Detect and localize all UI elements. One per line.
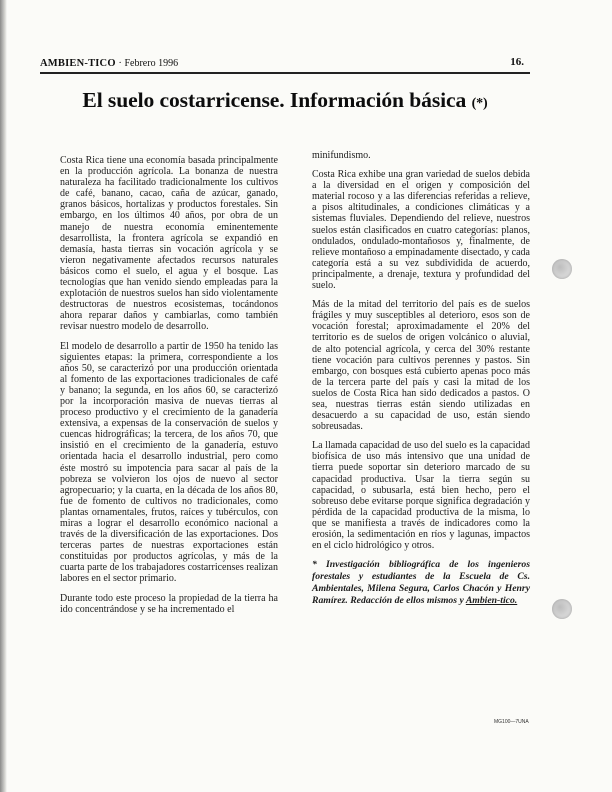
paragraph: minifundismo. bbox=[312, 150, 371, 161]
page-number: 16. bbox=[510, 56, 524, 68]
author-footnote bbox=[312, 559, 530, 607]
running-header bbox=[40, 58, 524, 72]
footer-code: MG100—7UNA bbox=[494, 719, 529, 725]
header-left bbox=[40, 58, 178, 69]
title-footnote-mark: (*) bbox=[471, 96, 488, 111]
binder-hole bbox=[552, 599, 572, 619]
paragraph: Más de la mitad del territorio del país es de suelos frágiles y muy susceptibles al deterioro, esos son de vocación forestal; aproximadamente el 20% del territorio es de suelos de origen volcánico o aluvial, de alto potencial agrícola, y cerca del 30% restante tiene vocación para cultivos perennes y pastos. Sin embargo, con bosques está cubierto apenas poco más de la tercera parte del país y casi la mitad de los suelos de Costa Rica han sido dedicados a pastos. O sea, nuestras tierras están siendo utilizadas en desacuerdo a su capacidad de uso, están siendo sobreusadas. bbox=[312, 299, 530, 433]
article-title bbox=[40, 88, 530, 113]
left-column bbox=[60, 155, 278, 623]
paragraph: Durante todo este proceso la propiedad de la tierra ha ido concentrándose y se ha incrementado el bbox=[60, 592, 278, 615]
footnote-underlined: Ambien-tico. bbox=[465, 595, 518, 607]
article-title-text: El suelo costarricense. Información básica bbox=[82, 88, 467, 112]
footnote-text: * Investigación bibliográfica de los ingenieros forestales y estudiantes de la Escuela de Cs. Ambientales, Milena Segura, Carlos Chacón y Henry Ramírez. Redacción de ellos mismos y bbox=[312, 559, 530, 607]
paragraph: Costa Rica exhibe una gran variedad de suelos debida a la diversidad en el origen y composición del material rocoso y a las diferencias referidas a relieve, a pisos altitudinales, a condiciones climáticas y a sistemas fluviales. Dependiendo del relieve, nuestros suelos están clasificados en cuatro categorías: planos, ondulados, ondulado-montañosos y, finalmente, de relieve montañoso a empinadamente disectado, y cada categoría está a su vez subdividida de acuerdo, principalmente, a drenaje, textura y profundidad del suelo. bbox=[312, 169, 530, 292]
binder-hole bbox=[552, 259, 572, 279]
header-separator: · bbox=[118, 58, 122, 69]
publication-name: AMBIEN-TICO bbox=[40, 58, 116, 69]
issue-date: Febrero 1996 bbox=[124, 58, 179, 69]
page-edge-shadow bbox=[0, 0, 7, 792]
paragraph: Costa Rica tiene una economía basada principalmente en la producción agrícola. La bonanza de nuestra naturaleza ha facilitado tradicionalmente los cultivos de café, banano, cacao, caña de azúcar, ganado, granos básicos, hortalizas y productos forestales. Sin embargo, en los últimos 40 años, por obra de un manejo de nuestra economía eminentemente desarrollista, la frontera agrícola se expandió en demasía, hasta tierras sin vocación agrícola y se vieron negativamente afectados recursos naturales básicos como el suelo, el agua y el bosque. Las tecnologías que han venido siendo empleadas para la explotación de nuestros suelos han sido violentamente destructoras de nuestros ecosistemas, tocándonos ahora reparar daños y cambiarlas, como también revisar nuestro modelo de desarrollo. bbox=[60, 155, 278, 333]
paragraph: La llamada capacidad de uso del suelo es la capacidad biofísica de uso más intensivo que una unidad de tierra puede soportar sin deterioro marcado de su capacidad productiva. Usar la tierra según su capacidad, o subusarla, está bien hecho, pero el sobreuso debe evitarse porque significa degradación y pérdida de la capacidad productiva de la misma, lo que se manifiesta a través de indicadores como la erosión, la sedimentación en ríos y lagunas, impactos en el ciclo hidrológico y otros. bbox=[312, 440, 530, 552]
header-rule bbox=[40, 72, 530, 74]
paragraph: El modelo de desarrollo a partir de 1950 ha tenido las siguientes etapas: la primera, correspondiente a los años 50, se caracterizó por una producción orientada al fomento de las exportaciones tradicionales de café y banano; la segunda, en los años 60, se caracterizó por la incorporación masiva de nuevas tierras al proceso productivo y el crecimiento de la ganadería extensiva, a expensas de la conservación de suelos y cuencas hidrográficas; la tercera, de los años 70, que insistió en el crecimiento de la ganadería, estuvo orientada hacia el desarrollo industrial, pero como éste mostró su impotencia para sacar al país de la pobreza se volvieron los ojos de nuevo al sector agropecuario; y la cuarta, en la década de los años 80, fue de fomento de cultivos no tradicionales, como plantas ornamentales, frutos, raíces y tubérculos, con miras a lograr el desarrollo económico nacional a través de la diversificación de las exportaciones. Dos terceras partes de nuestras exportaciones están constituidas por productos agrícolas, y más de la cuarta parte de los trabajadores costarricenses realizan labores en el sector primario. bbox=[60, 340, 278, 585]
right-column bbox=[312, 150, 530, 615]
